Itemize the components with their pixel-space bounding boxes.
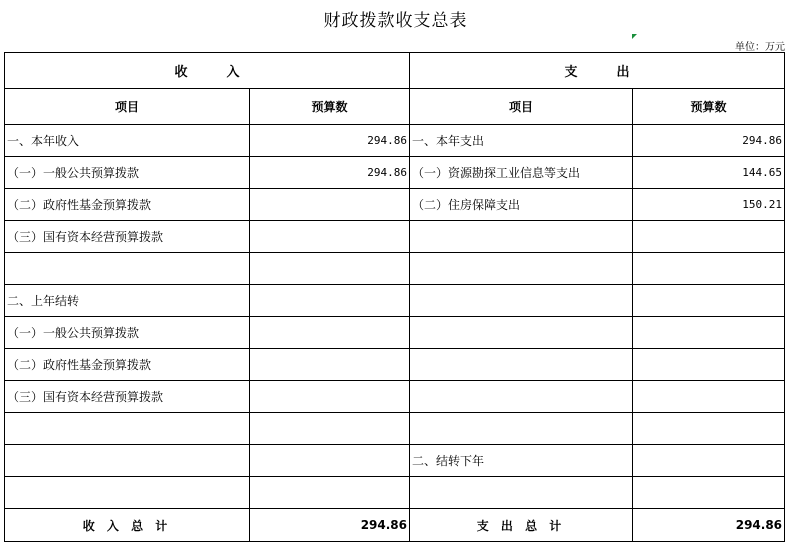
expense-value[interactable] xyxy=(633,477,785,509)
expense-item[interactable] xyxy=(410,477,633,509)
total-row xyxy=(5,509,785,542)
income-value[interactable] xyxy=(250,413,410,445)
budget-summary-table xyxy=(4,52,785,542)
income-item[interactable]: （三）国有资本经营预算拨款 xyxy=(5,381,250,413)
expense-item[interactable] xyxy=(410,413,633,445)
table-row xyxy=(5,349,785,381)
expense-value[interactable] xyxy=(633,413,785,445)
table-row xyxy=(5,381,785,413)
income-value[interactable] xyxy=(250,381,410,413)
expense-value[interactable]: 294.86 xyxy=(633,125,785,157)
income-value[interactable]: 294.86 xyxy=(250,125,410,157)
income-value[interactable] xyxy=(250,221,410,253)
income-value[interactable] xyxy=(250,317,410,349)
expense-value[interactable] xyxy=(633,285,785,317)
expense-item[interactable] xyxy=(410,221,633,253)
income-item[interactable]: （二）政府性基金预算拨款 xyxy=(5,189,250,221)
table-row xyxy=(5,125,785,157)
section-header-row xyxy=(5,53,785,89)
income-item[interactable]: （三）国有资本经营预算拨款 xyxy=(5,221,250,253)
expense-item[interactable] xyxy=(410,253,633,285)
expense-item[interactable] xyxy=(410,381,633,413)
income-item[interactable] xyxy=(5,413,250,445)
expense-total-label: 支 出 总 计 xyxy=(410,509,633,542)
expense-value[interactable] xyxy=(633,445,785,477)
page-title: 财政拨款收支总表 xyxy=(323,11,468,31)
table-row xyxy=(5,253,785,285)
expense-value[interactable] xyxy=(633,381,785,413)
table-row xyxy=(5,285,785,317)
table-row xyxy=(5,189,785,221)
income-item[interactable] xyxy=(5,445,250,477)
expense-item[interactable]: 一、本年支出 xyxy=(410,125,633,157)
expense-item[interactable]: （二）住房保障支出 xyxy=(410,189,633,221)
income-budget-header: 预算数 xyxy=(250,89,410,125)
expense-value[interactable] xyxy=(633,221,785,253)
expense-item[interactable] xyxy=(410,285,633,317)
income-value[interactable] xyxy=(250,349,410,381)
income-item[interactable] xyxy=(5,253,250,285)
table-row xyxy=(5,445,785,477)
income-value[interactable]: 294.86 xyxy=(250,157,410,189)
expense-value[interactable]: 144.65 xyxy=(633,157,785,189)
expense-item[interactable] xyxy=(410,349,633,381)
income-item[interactable] xyxy=(5,477,250,509)
expense-total-value: 294.86 xyxy=(633,509,785,542)
table-row xyxy=(5,221,785,253)
income-total-value: 294.86 xyxy=(250,509,410,542)
income-value[interactable] xyxy=(250,253,410,285)
income-value[interactable] xyxy=(250,285,410,317)
expense-value[interactable] xyxy=(633,253,785,285)
table-row xyxy=(5,317,785,349)
income-item[interactable]: 二、上年结转 xyxy=(5,285,250,317)
cell-comment-marker xyxy=(632,34,637,39)
expense-budget-header: 预算数 xyxy=(633,89,785,125)
column-header-row xyxy=(5,89,785,125)
table-row xyxy=(5,413,785,445)
income-value[interactable] xyxy=(250,477,410,509)
expense-value[interactable] xyxy=(633,317,785,349)
expense-item[interactable]: 二、结转下年 xyxy=(410,445,633,477)
expense-section-header: 支 出 xyxy=(410,53,785,89)
income-item[interactable]: 一、本年收入 xyxy=(5,125,250,157)
income-value[interactable] xyxy=(250,189,410,221)
income-value[interactable] xyxy=(250,445,410,477)
expense-value[interactable] xyxy=(633,349,785,381)
expense-item[interactable]: （一）资源勘探工业信息等支出 xyxy=(410,157,633,189)
table-row xyxy=(5,477,785,509)
expense-item[interactable] xyxy=(410,317,633,349)
table-row xyxy=(5,157,785,189)
expense-value[interactable]: 150.21 xyxy=(633,189,785,221)
income-item[interactable]: （二）政府性基金预算拨款 xyxy=(5,349,250,381)
income-item[interactable]: （一）一般公共预算拨款 xyxy=(5,317,250,349)
income-section-header: 收 入 xyxy=(5,53,410,89)
income-item-header: 项目 xyxy=(5,89,250,125)
unit-label: 单位：万元 xyxy=(735,42,785,53)
expense-item-header: 项目 xyxy=(410,89,633,125)
income-total-label: 收 入 总 计 xyxy=(5,509,250,542)
income-item[interactable]: （一）一般公共预算拨款 xyxy=(5,157,250,189)
